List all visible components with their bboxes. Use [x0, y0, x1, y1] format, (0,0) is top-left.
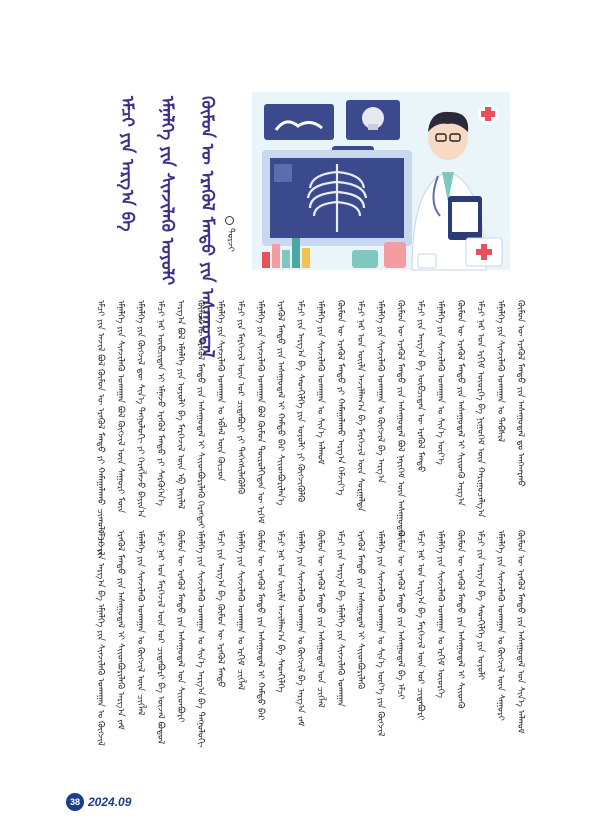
- text-column: ᠡᠮᠴᠢ ᠶᠢᠨ ᠠᠷᠭ᠎ᠠ ᠪᠠ ᠡᠮᠨᠡᠯᠭᠡ ᠶᠢᠨ ᠰᠢᠨᠵᠢᠯᠡᠬᠦ ᠤᠬᠠᠭᠠᠨ ᠤ ᠬᠥᠭᠵᠢᠯ: [95, 530, 105, 746]
- text-column: ᠠᠷᠭ᠎ᠠ ᠪᠣᠯ ᠡᠮᠨᠡᠯᠭᠡ ᠶᠢᠨ ᠤᠶᠤᠯᠢ ᠪᠠ ᠮᠡᠷᠭᠡᠵᠢᠯ ᠦᠨ ᠡᠪ ᠨᠡᠶᠢᠯᠡᠯ: [175, 300, 185, 510]
- issue-date: 2024.09: [88, 795, 132, 809]
- text-column: ᠡᠮᠨᠡᠯᠭᠡ ᠶᠢᠨ ᠰᠢᠨᠵᠢᠯᠡᠬᠦ ᠤᠬᠠᠭᠠᠨ ᠪᠣᠯ ᠬᠥᠭᠵᠢᠯ ᠦᠨ ᠰᠠᠭᠤᠷᠢ ᠮᠥᠨ: [115, 300, 125, 514]
- text-column: ᠬᠦᠮᠦᠨ ᠦ ᠡᠷᠡᠬᠦᠯ ᠮᠡᠨᠳᠦ ᠶᠢᠨ ᠠᠰᠠᠭᠤᠳᠠᠯ ᠳᠤ ᠠᠩᠬᠠᠷᠬᠤ: [515, 300, 525, 487]
- text-column: ᠡᠮᠨᠡᠯᠭᠡ ᠶᠢᠨ ᠰᠢᠨᠵᠢᠯᠡᠬᠦ ᠤᠬᠠᠭᠠᠨ ᠤ ᠬᠥᠭᠵᠢᠯ ᠦᠨ ᠰᠠᠭᠤᠷᠢ: [495, 530, 505, 721]
- text-column: ᠡᠮᠨᠡᠯᠭᠡ ᠶᠢᠨ ᠰᠢᠨᠵᠢᠯᠡᠬᠦ ᠤᠬᠠᠭᠠᠨ ᠪᠣᠯ ᠬᠦᠮᠦᠨ ᠲᠥᠷᠥᠯᠬᠢᠲᠡᠨ ᠦ ᠡᠷᠬᠡᠮ: [255, 300, 265, 524]
- text-column: ᠡᠮᠴᠢ ᠨᠠᠷ ᠤᠨ ᠡᠷᠬᠢᠮ ᠦᠦᠷᠭᠡ ᠪᠠ ᠨᠢᠭᠤᠭᠡᠮ ᠦᠨ ᠬᠠᠷᠢᠭᠤᠴᠠᠯᠭ᠎ᠠ: [475, 300, 485, 518]
- text-column: ᠡᠮᠨᠡᠯᠭᠡ ᠶᠢᠨ ᠰᠢᠨᠵᠢᠯᠡᠬᠦ ᠤᠬᠠᠭᠠᠨ ᠤ ᠡᠷᠬᠢᠮ ᠴᠢᠭᠯᠡᠯ: [235, 530, 245, 691]
- text-column: ᠡᠮᠴᠢ ᠶᠢᠨ ᠠᠷᠭ᠎ᠠ ᠪᠠ ᠰᠡᠳᠬᠢᠯᠭᠡ ᠶᠢᠨ ᠤᠶᠤᠯᠢ: [475, 530, 485, 681]
- text-column: ᠬᠦᠮᠦᠨ ᠦ ᠡᠷᠡᠬᠦᠯ ᠮᠡᠨᠳᠦ ᠶᠢᠨ ᠠᠰᠠᠭᠤᠳᠠᠯ ᠪᠣᠯ ᠨᠡᠶᠢᠭᠡᠮ ᠦᠨ ᠠᠰᠠᠭᠤᠳᠠᠯ: [395, 300, 405, 537]
- text-column: ᠡᠮᠴᠢ ᠨᠠᠷ ᠤᠨ ᠦᠢᠯᠡ ᠠᠵᠢᠯᠯᠠᠭ᠎ᠠ ᠪᠠ ᠰᠡᠳᠬᠢᠯᠭᠡ: [275, 530, 285, 693]
- text-column: ᠡᠮᠴᠢ ᠶᠢᠨ ᠠᠵᠢᠯ ᠪᠣᠯ ᠬᠦᠮᠦᠨ ᠦ ᠡᠷᠡᠬᠦᠯ ᠮᠡᠨᠳᠦ ᠶᠢ ᠬᠠᠮᠠᠭᠠᠯᠠᠬᠤ ᠴᠢᠬᠤᠯᠠ ᠠᠵᠢᠯ: [95, 300, 105, 556]
- page-number: 38: [66, 793, 84, 811]
- text-column: ᠡᠮᠴᠢ ᠶᠢᠨ ᠠᠷᠭ᠎ᠠ ᠪᠠ ᠥᠪᠴᠢᠲᠡᠨ ᠦ ᠡᠷᠡᠬᠦᠯ ᠮᠡᠨᠳᠦ: [415, 300, 425, 473]
- text-column: ᠬᠦᠮᠦᠨ ᠦ ᠡᠷᠡᠬᠦᠯ ᠮᠡᠨᠳᠦ ᠶᠢᠨ ᠠᠰᠠᠭᠤᠳᠠᠯ ᠤᠨ ᠰᠢᠨ᠎ᠡ ᠠᠯᠬᠤᠮ: [515, 530, 525, 734]
- text-column: ᠡᠮᠨᠡᠯᠭᠡ ᠶᠢᠨ ᠰᠢᠨᠵᠢᠯᠡᠬᠦ ᠤᠬᠠᠭᠠᠨ ᠤ ᠰᠢᠨ᠎ᠡ ᠦᠶ᠎ᠡ: [435, 300, 445, 465]
- text-column: ᠡᠮᠨᠡᠯᠭᠡ ᠶᠢᠨ ᠰᠢᠨᠵᠢᠯᠡᠬᠦ ᠤᠬᠠᠭᠠᠨ ᠤ ᠡᠷᠬᠢᠮ ᠦᠦᠷᠭᠡ: [435, 530, 445, 699]
- text-column: ᠡᠮᠨᠡᠯᠭᠡ ᠶᠢᠨ ᠰᠢᠨᠵᠢᠯᠡᠬᠦ ᠤᠬᠠᠭᠠᠨ ᠤ ᠳᠡᠪᠰᠢᠯ: [495, 300, 505, 443]
- text-column: ᠡᠮᠴᠢ ᠨᠠᠷ ᠤᠨ ᠮᠡᠷᠭᠡᠵᠢᠯ ᠦᠨ ᠤᠷ ᠴᠢᠳᠠᠪᠤᠷᠢ ᠪᠠ ᠦᠵᠡᠯ ᠪᠣᠳᠤᠯ: [155, 530, 165, 745]
- text-column: ᠡᠮᠴᠢ ᠨᠠᠷ ᠥᠪᠴᠢᠲᠡᠨ ᠢ ᠡᠮᠨᠡᠵᠦ ᠡᠷᠡᠬᠦᠯ ᠮᠡᠨᠳᠦ ᠶᠢ ᠰᠡᠷᠭᠦᠭᠡᠨ᠎ᠡ: [155, 300, 165, 506]
- text-column: ᠡᠮᠨᠡᠯᠭᠡ ᠶᠢᠨ ᠰᠢᠨᠵᠢᠯᠡᠬᠦ ᠤᠬᠠᠭᠠᠨ ᠤ ᠬᠥᠭᠵᠢᠯ ᠪᠠ ᠠᠷᠭ᠎ᠠ ᠵᠠᠮ: [295, 530, 305, 727]
- text-column: ᠡᠮᠴᠢ ᠶᠢᠨ ᠠᠷᠭ᠎ᠠ ᠪᠠ ᠬᠦᠮᠦᠨ ᠦ ᠡᠷᠡᠬᠦᠯ ᠮᠡᠨᠳᠦ: [215, 530, 225, 688]
- text-column: ᠬᠦᠮᠦᠨ ᠦ ᠡᠷᠡᠬᠦᠯ ᠮᠡᠨᠳᠦ ᠶᠢᠨ ᠠᠰᠠᠭᠤᠳᠠᠯ ᠢ ᠰᠢᠢᠳᠬᠦ: [455, 530, 465, 709]
- page-footer: [66, 793, 131, 811]
- text-column: ᠡᠮᠨᠡᠯᠭᠡ ᠶᠢᠨ ᠰᠢᠨᠵᠢᠯᠡᠬᠦ ᠤᠬᠠᠭᠠᠨ ᠤ ᠬᠥᠭᠵᠢᠯ ᠦᠨ ᠴᠢᠭᠯᠡᠯ: [135, 530, 145, 716]
- text-column: ᠬᠦᠮᠦᠨ ᠦ ᠡᠷᠡᠬᠦᠯ ᠮᠡᠨᠳᠦ ᠶᠢᠨ ᠠᠰᠠᠭᠤᠳᠠᠯ ᠤᠨ ᠴᠢᠭᠯᠡᠯ: [315, 530, 325, 708]
- text-column: ᠬᠦᠮᠦᠨ ᠦ ᠡᠷᠡᠬᠦᠯ ᠮᠡᠨᠳᠦ ᠶᠢᠨ ᠠᠰᠠᠭᠤᠳᠠᠯ ᠪᠠ ᠡᠮᠴᠢ: [395, 530, 405, 700]
- text-column: ᠡᠮᠨᠡᠯᠭᠡ ᠶᠢᠨ ᠬᠥᠭᠵᠢᠯ ᠳᠦ ᠰᠢᠨ᠎ᠡ ᠲᠡᠭᠨᠣᠯᠣᠭᠢ ᠶᠢ ᠬᠡᠷᠡᠭᠯᠡᠵᠦ ᠪᠠᠶᠢᠨ᠎ᠠ: [135, 300, 145, 518]
- text-column: ᠬᠦᠮᠦᠨ ᠦ ᠡᠷᠡᠬᠦᠯ ᠮᠡᠨᠳᠦ ᠶᠢᠨ ᠠᠰᠠᠭᠤᠳᠠᠯ ᠢ ᠰᠢᠢᠳᠬᠦ ᠠᠷᠭ᠎ᠠ: [455, 300, 465, 506]
- text-column: ᠡᠮᠴᠢ ᠶᠢᠨ ᠠᠷᠭ᠎ᠠ ᠪᠠ ᠡᠮᠨᠡᠯᠭᠡ ᠶᠢᠨ ᠰᠢᠨᠵᠢᠯᠡᠬᠦ ᠤᠬᠠᠭᠠᠨ: [335, 530, 345, 707]
- doctor-xray-image: [252, 92, 510, 270]
- text-column: ᠡᠮᠨᠡᠯᠭᠡ ᠶᠢᠨ ᠰᠢᠨᠵᠢᠯᠡᠬᠦ ᠤᠬᠠᠭᠠᠨ ᠤ ᠰᠢᠨ᠎ᠡ ᠠᠷᠭ᠎ᠠ ᠪᠠ ᠲᠡᠭᠨᠣᠯᠣᠭᠢ: [195, 530, 205, 748]
- text-column: ᠡᠷᠡᠬᠦᠯ ᠮᠡᠨᠳᠦ ᠶᠢᠨ ᠠᠰᠠᠭᠤᠳᠠᠯ ᠢ ᠰᠢᠢᠳᠪᠦᠷᠢᠯᠡᠬᠦ: [355, 530, 365, 690]
- text-column: ᠡᠮᠴᠢ ᠨᠠᠷ ᠤᠨ ᠦᠢᠯᠡ ᠠᠵᠢᠯᠯᠠᠭ᠎ᠠ ᠪᠠ ᠮᠡᠷᠭᠡᠵᠢᠯ ᠦᠨ ᠰᠤᠷᠭᠠᠯᠳᠠ: [355, 300, 365, 512]
- text-column: ᠬᠦᠮᠦᠨ ᠦ ᠡᠷᠡᠬᠦᠯ ᠮᠡᠨᠳᠦ ᠶᠢᠨ ᠠᠰᠠᠭᠤᠳᠠᠯ ᠤᠨ ᠰᠢᠢᠳᠪᠦᠷᠢ: [175, 530, 185, 723]
- title-line-2: ᠡᠮᠨᠡᠯᠭᠡ ᠶᠢᠨ ᠰᠢᠨᠵᠢᠯᠡᠬᠦ ᠤᠶᠤᠯᠢ: [157, 96, 177, 286]
- title-line-3: ᠬᠦᠮᠦᠨ ᠦ ᠡᠷᠡᠬᠦᠯ ᠮᠡᠨᠳᠦ ᠶᠢᠨ ᠠᠰᠠᠭᠤᠳᠠᠯ: [197, 96, 217, 358]
- text-column: ᠡᠮᠴᠢ ᠶᠢᠨ ᠮᠡᠷᠭᠡᠵᠢᠯ ᠦᠨ ᠤᠷ ᠴᠢᠳᠠᠪᠤᠷᠢ ᠶᠢ ᠳᠡᠭᠡᠭᠰᠢᠯᠡᠭᠦᠯᠬᠦ: [235, 300, 245, 495]
- author-marker-icon: [225, 216, 234, 225]
- body-text-lower: [92, 530, 532, 780]
- body-text-upper: [92, 300, 532, 556]
- text-column: ᠬᠦᠮᠦᠨ ᠦ ᠡᠷᠡᠬᠦᠯ ᠮᠡᠨᠳᠦ ᠶᠢᠨ ᠠᠰᠠᠭᠤᠳᠠᠯ ᠢ ᠰᠢᠢᠳᠪᠦᠷᠢᠯᠡᠬᠦ ᠬᠡᠷᠡᠭᠲᠡᠢ: [195, 300, 205, 529]
- text-column: ᠡᠮᠴᠢ ᠨᠠᠷ ᠤᠨ ᠠᠷᠭ᠎ᠠ ᠪᠠ ᠮᠡᠷᠭᠡᠵᠢᠯ ᠦᠨ ᠤᠷ ᠴᠢᠳᠠᠪᠤᠷᠢ: [415, 530, 425, 721]
- text-column: ᠡᠮᠨᠡᠯᠭᠡ ᠶᠢᠨ ᠰᠢᠨᠵᠢᠯᠡᠬᠦ ᠤᠬᠠᠭᠠᠨ ᠤ ᠬᠥᠭᠵᠢᠯ ᠪᠠ ᠠᠷᠭ᠎ᠠ: [375, 300, 385, 484]
- text-column: ᠡᠷᠡᠬᠦᠯ ᠮᠡᠨᠳᠦ ᠶᠢᠨ ᠠᠰᠠᠭᠤᠳᠠᠯ ᠢ ᠬᠠᠮᠲᠤ ᠪᠡᠷ ᠰᠢᠢᠳᠪᠦᠷᠢᠯᠡᠨ᠎ᠡ: [275, 300, 285, 506]
- title-line-1: ᠡᠮᠴᠢ ᠶᠢᠨ ᠠᠷᠭ᠎ᠠ ᠪᠠ: [117, 96, 137, 232]
- article-title: [112, 96, 232, 358]
- text-column: ᠬᠦᠮᠦᠨ ᠦ ᠡᠷᠡᠬᠦᠯ ᠮᠡᠨᠳᠦ ᠶᠢ ᠬᠠᠮᠠᠭᠠᠯᠠᠬᠤ ᠠᠷᠭ᠎ᠠ ᠬᠡᠮᠵᠢᠶ᠎ᠡ: [335, 300, 345, 496]
- text-column: ᠡᠮᠴᠢ ᠶᠢᠨ ᠠᠷᠭ᠎ᠠ ᠪᠠ ᠰᠡᠳᠬᠢᠯᠭᠡ ᠶᠢᠨ ᠤᠶᠤᠯᠢ ᠶᠢ ᠬᠥᠭᠵᠢᠭᠦᠯᠬᠦ: [295, 300, 305, 503]
- text-column: ᠡᠮᠨᠡᠯᠭᠡ ᠶᠢᠨ ᠰᠢᠨᠵᠢᠯᠡᠬᠦ ᠤᠬᠠᠭᠠᠨ ᠤ ᠰᠢᠨ᠎ᠡ ᠦᠶ᠎ᠡ ᠶᠢᠨ ᠬᠥᠭᠵᠢᠯ: [375, 530, 385, 737]
- author-name: ᠳᠣᠷᠵᠢ: [225, 228, 235, 252]
- medical-illustration: [252, 92, 510, 270]
- text-column: ᠡᠷᠡᠬᠦᠯ ᠮᠡᠨᠳᠦ ᠶᠢᠨ ᠠᠰᠠᠭᠤᠳᠠᠯ ᠢ ᠰᠢᠢᠳᠪᠦᠷᠢᠯᠡᠬᠦ ᠠᠷᠭ᠎ᠠ ᠵᠠᠮ: [115, 530, 125, 730]
- text-column: ᠬᠦᠮᠦᠨ ᠦ ᠡᠷᠡᠬᠦᠯ ᠮᠡᠨᠳᠦ ᠶᠢᠨ ᠠᠰᠠᠭᠤᠳᠠᠯ ᠢ ᠬᠠᠮᠲᠤ ᠪᠡᠷ: [255, 530, 265, 721]
- text-column: ᠡᠮᠨᠡᠯᠭᠡ ᠶᠢᠨ ᠰᠢᠨᠵᠢᠯᠡᠬᠦ ᠤᠬᠠᠭᠠᠨ ᠤ ᠡᠪᠯᠡᠯ ᠦᠨ ᠬᠦᠴᠦᠨ: [215, 300, 225, 482]
- text-column: ᠡᠮᠨᠡᠯᠭᠡ ᠶᠢᠨ ᠰᠢᠨᠵᠢᠯᠡᠬᠦ ᠤᠬᠠᠭᠠᠨ ᠤ ᠰᠢᠨ᠎ᠡ ᠠᠯᠬᠤᠮ: [315, 300, 325, 465]
